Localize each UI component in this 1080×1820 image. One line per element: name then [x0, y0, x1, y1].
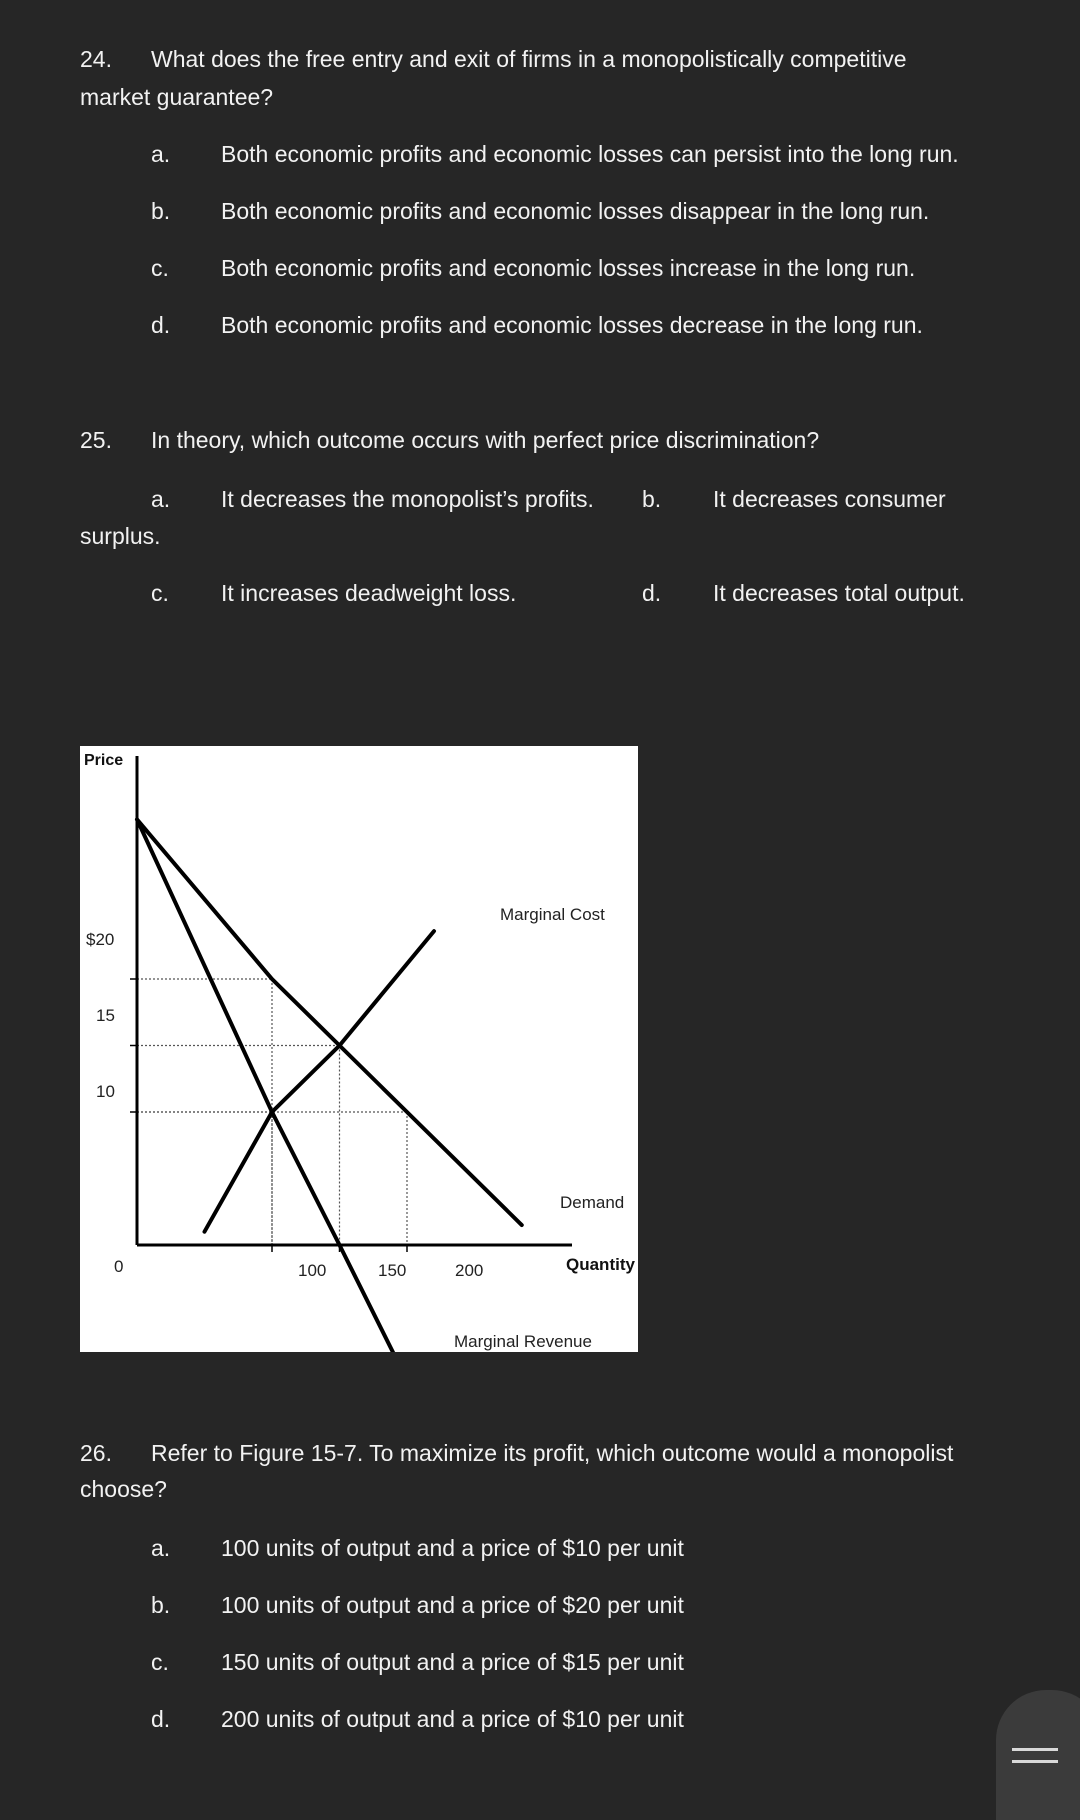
q25-question: In theory, which outcome occurs with perfect price discrimination?	[151, 427, 820, 453]
q25-option-d-text: It decreases total output.	[713, 580, 965, 606]
q25-number: 25.	[80, 427, 112, 453]
menu-icon	[1012, 1760, 1058, 1763]
q25-option-a-letter: a.	[151, 486, 171, 512]
y-tick-label: 15	[96, 1006, 115, 1025]
marginal-revenue-curve	[137, 819, 414, 1352]
q25-option-b-letter: b.	[642, 486, 662, 512]
q26-option-c-letter: c.	[151, 1649, 169, 1675]
q25-option-c-letter: c.	[151, 580, 169, 606]
q25-option-b-wrap: surplus.	[80, 523, 161, 549]
demand-label: Demand	[560, 1193, 625, 1212]
chart-svg	[80, 746, 638, 1352]
marginal-cost-label: Marginal Cost	[500, 905, 605, 924]
q26-option-b-text: 100 units of output and a price of $20 per unit	[221, 1592, 684, 1618]
q26-question: Refer to Figure 15-7. To maximize its profit, which outcome would a monopolist	[151, 1440, 954, 1466]
q26-option-d-letter: d.	[151, 1706, 171, 1732]
y-axis-label: Price	[84, 752, 124, 769]
x-axis-label: Quantity	[566, 1255, 635, 1274]
q25-option-c-text: It increases deadweight loss.	[221, 580, 517, 606]
q24-question: What does the free entry and exit of firms in a monopolistically competitive	[151, 46, 907, 72]
q26-number: 26.	[80, 1440, 112, 1466]
q25-option-d-letter: d.	[642, 580, 662, 606]
q24-option-d-text: Both economic profits and economic losses decrease in the long run.	[221, 312, 923, 338]
q24-option-b-letter: b.	[151, 198, 171, 224]
q26-option-a-letter: a.	[151, 1535, 171, 1561]
q24-option-a-letter: a.	[151, 141, 171, 167]
q24-option-c-letter: c.	[151, 255, 169, 281]
q24-option-d-letter: d.	[151, 312, 171, 338]
x-tick-label: 150	[378, 1261, 407, 1280]
q24-number: 24.	[80, 46, 112, 72]
demand-curve	[137, 819, 522, 1225]
menu-icon	[1012, 1748, 1058, 1751]
q26-option-b-letter: b.	[151, 1592, 171, 1618]
q25-option-b-text: It decreases consumer	[713, 486, 946, 512]
q24-option-c-text: Both economic profits and economic losses increase in the long run.	[221, 255, 916, 281]
q25-option-a-text: It decreases the monopolist’s profits.	[221, 486, 594, 512]
x-tick-label: 200	[455, 1261, 484, 1280]
q26-option-a-text: 100 units of output and a price of $10 per unit	[221, 1535, 684, 1561]
figure-15-7	[80, 746, 638, 1352]
q24-question-cont: market guarantee?	[80, 84, 274, 110]
marginal-revenue-label: Marginal Revenue	[454, 1332, 592, 1351]
y-tick-label: $20	[86, 930, 115, 949]
menu-button[interactable]	[996, 1690, 1080, 1820]
q26-option-d-text: 200 units of output and a price of $10 per unit	[221, 1706, 684, 1732]
marginal-cost-curve	[205, 931, 435, 1232]
y-tick-label: 10	[96, 1082, 115, 1101]
q24-option-a-text: Both economic profits and economic losses can persist into the long run.	[221, 141, 959, 167]
q26-question-cont: choose?	[80, 1476, 167, 1502]
q24-option-b-text: Both economic profits and economic losses disappear in the long run.	[221, 198, 930, 224]
q26-option-c-text: 150 units of output and a price of $15 per unit	[221, 1649, 684, 1675]
origin-label: 0	[114, 1257, 124, 1276]
x-tick-label: 100	[298, 1261, 327, 1280]
